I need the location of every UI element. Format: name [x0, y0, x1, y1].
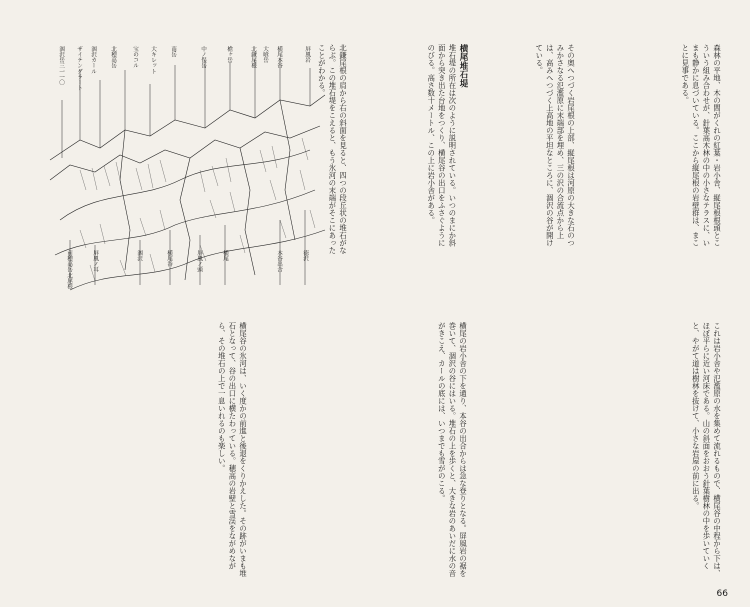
upper-mid-text-block — [470, 44, 576, 250]
lower-left-text-block — [36, 322, 248, 584]
label-13: 屏風岩 — [304, 46, 310, 63]
label-11: 大喰岳 — [262, 46, 268, 63]
label-7: 南岳 — [170, 46, 176, 58]
label-b6: 横尾 — [222, 250, 228, 262]
label-6: 大キレット — [150, 46, 156, 74]
label-12: 横尾本谷 — [276, 46, 282, 69]
label-5: 宝のコル — [132, 46, 138, 69]
upper-left-text: 北鎌尾根の肩から右の斜面を見ると、四つの段丘状の堆石がならぶ。この堆石堤をこえると、もう氷河の末端がそこにあったことがわかる。 — [317, 44, 348, 254]
label-9: 槍ヶ岳 — [226, 46, 232, 63]
upper-mid-text-a: その奥へつづく岩尾根の上部、縦尾根は河原の大きな石のつみかさなる氾濫原に末端部を埋め、三の沢の合流点から上は、高みへつづく上高地の平坦なところに、涸沢の谷が開けている。 — [535, 44, 576, 247]
label-1: 涸沢岳三一一〇 — [58, 46, 64, 86]
label-b5: 屏風ノ頭 — [196, 250, 202, 273]
lower-right-text: これは岩小舎や氾濫原の水を集めて流れるもので、横尾谷の中程から下は、ほぼ平らに近い河床である。山の斜面をおおう針葉樹林の中を歩いていくと、やがて道は樹林を抜けて、小さな岩屋の前に出る。 — [691, 322, 722, 577]
label-b7: 本谷出合 — [276, 250, 282, 273]
section-text: 堆石堤の所在は次のように説明されている。いつのまにか斜面から突き出た台地をつくり、横尾谷の出口をふさぐようにのびる。高さ数十メートル、この上に岩小舎がある。 — [427, 44, 458, 247]
label-8: 中ノ俣岳 — [200, 46, 206, 69]
label-10: 北鎌尾根 — [250, 46, 256, 69]
label-b4: 横尾谷 — [166, 250, 172, 267]
mountain-sketch — [40, 40, 330, 310]
lower-mid-text: 横尾の岩小舎の下を通り、本谷の出合からは急な登りとなる。屏風岩の裾を巻いて、涸沢の谷にはいる。堆石の上を歩くと、大きな岩のあいだに水の音がきこえ、カールの底には、いつまでも雪がのこる。 — [437, 322, 468, 577]
label-3: 涸沢カール — [90, 46, 96, 74]
label-b1: 前穂高岳北尾根 — [66, 250, 72, 290]
upper-right-text: 森林の平地、木の間がくれの紅葉・岩小舎、縦尾根根頭とこういう組み合わせが、針葉高木林の中の小さなテラスに、いまも静かに息づいている。ここから縦尾根の岩壁群は、まことに見事である。 — [681, 44, 722, 247]
lower-left-text: 横尾谷の氷河は、いく度かの前進と後退をくりかえした。その跡がいまも堆石となって、谷の出口に横たわっている。穂高の岩壁と雪渓をながめながら、その堆石の上で一息いれるのも楽しい。 — [217, 322, 248, 577]
label-4: 北穂高岳 — [110, 46, 116, 69]
label-b8: 徳沢 — [302, 250, 308, 262]
lower-mid-text-block — [250, 322, 468, 584]
lower-right-text-block — [470, 322, 722, 584]
ridge-illustration — [40, 40, 330, 310]
label-2: ザイテングラート — [76, 46, 82, 91]
label-b3: 涸沢 — [136, 250, 142, 262]
upper-right-text-block — [578, 44, 722, 250]
page-number: 66 — [716, 589, 728, 599]
label-b2: 屏風ノ耳 — [92, 250, 98, 273]
section-block — [350, 44, 468, 250]
section-heading: 横尾堆石堤 — [458, 44, 468, 88]
